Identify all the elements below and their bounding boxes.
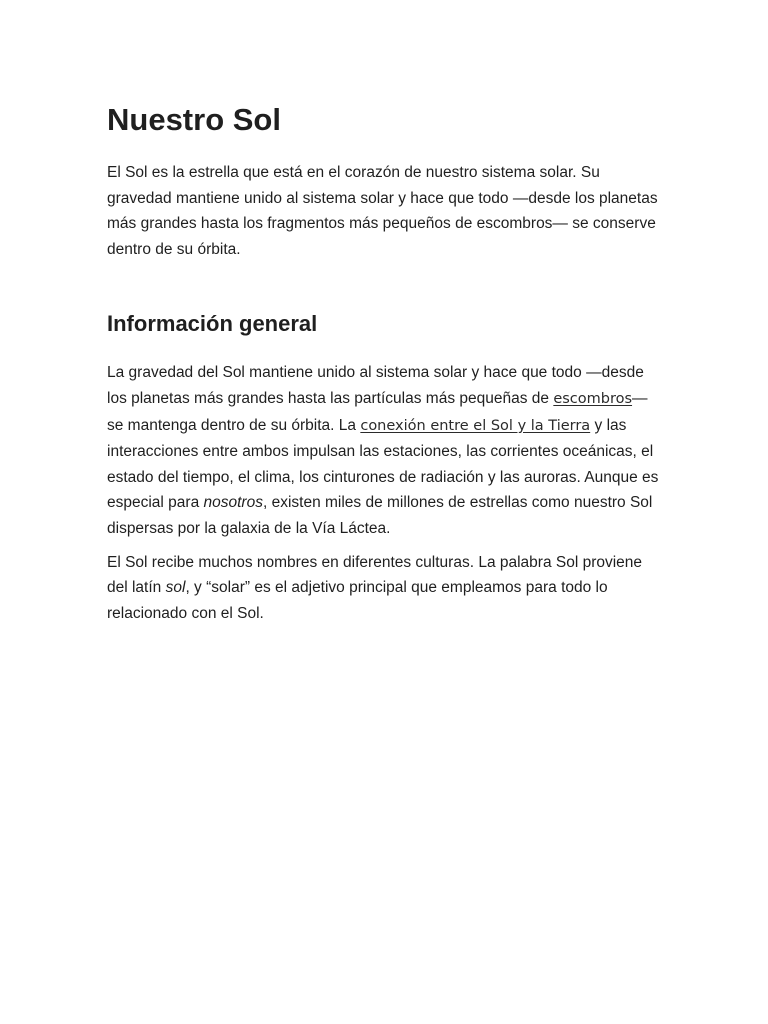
names-text-1: El Sol recibe muchos nombres en diferentes culturas. La palabra Sol proviene del latín — [107, 553, 643, 597]
overview-emphasis: nosotros — [203, 494, 263, 512]
overview-text-3: y las interacciones entre ambos impulsan las estaciones, las corrientes oceánicas, el estado del tiempo, el clima, los cinturones de radiación y las auroras. Aunque es especial para — [107, 416, 659, 512]
page-title: Nuestro Sol — [107, 102, 281, 137]
overview-text-4: , existen miles de millones de estrellas como nuestro Sol dispersas por la galaxia de la Vía Láctea. — [107, 494, 653, 537]
sun-earth-connection-link[interactable]: conexión entre el Sol y la Tierra — [360, 417, 591, 434]
intro-paragraph: El Sol es la estrella que está en el corazón de nuestro sistema solar. Su gravedad mantiene unido al sistema solar y hace que todo —desde los planetas más grandes hasta los fragmentos más pequeños de escombros— se conserve dentro de su órbita. — [107, 164, 658, 258]
escombros-link[interactable]: escombros — [553, 390, 633, 407]
names-paragraph — [107, 550, 659, 627]
section-heading: Información general — [107, 311, 318, 337]
names-text-2: , y “solar” es el adjetivo principal que empleamos para todo lo relacionado con el Sol. — [107, 579, 608, 622]
overview-paragraph — [107, 360, 659, 541]
names-emphasis: sol — [165, 579, 186, 597]
overview-text-1: La gravedad del Sol mantiene unido al sistema solar y hace que todo —desde los planetas más grandes hasta las partículas más pequeñas de — [107, 364, 644, 407]
overview-text-2: — se mantenga dentro de su órbita. La — [107, 389, 648, 434]
article — [107, 100, 659, 626]
